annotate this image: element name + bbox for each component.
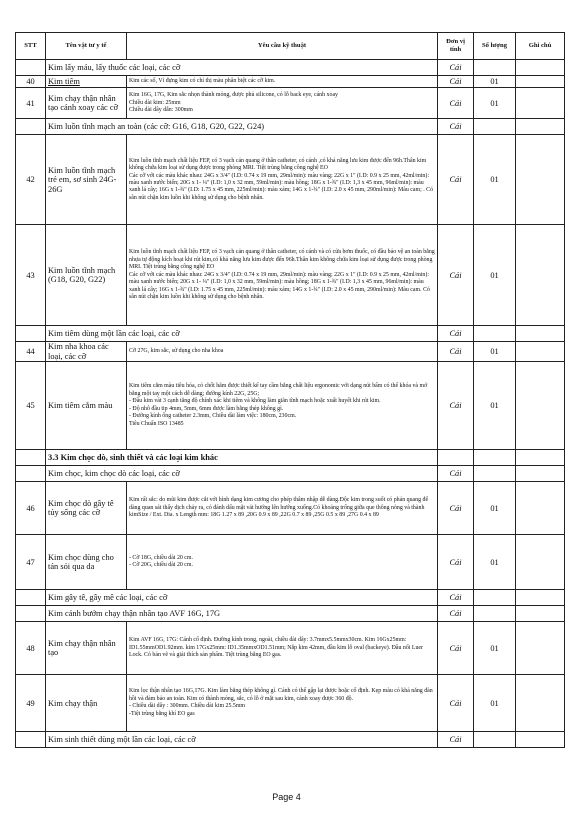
group-title: Kim lấy máu, lấy thuốc các loại, các cỡ [46,60,438,76]
note-cell [516,326,565,342]
note-cell [516,535,565,590]
note-cell [516,482,565,535]
item-name: Kim chạy thận [46,675,127,732]
unit-cell: Cái [438,225,474,326]
note-cell [516,675,565,732]
note-cell [516,362,565,450]
item-name: Kim luồn tĩnh mạch (G18, G20, G22) [46,225,127,326]
table-header-row [16,33,565,60]
requirement-line: - Cỡ 20G, chiều dài 20 cm. [129,562,193,569]
unit-cell: Cái [438,76,474,88]
stt-cell [16,60,46,76]
requirements-cell [127,622,438,675]
unit-cell: Cái [438,88,474,119]
unit-cell: Cái [438,60,474,76]
group-title: Kim sinh thiết dùng một lần các loại, các cỡ [46,732,438,748]
item-name: Kim tiêm [46,76,127,88]
stt-cell [16,450,46,466]
stt-cell [16,326,46,342]
note-cell [516,60,565,76]
requirement-line: Kim rất sắc: do mũi kim được cắt với hình dạng kim cương cho phép thâm nhập dễ dàng.Độc kim trong suốt có phản quang để dàng quan sát thấy dịch chảy ra, có đánh dấu mặt vát hướng lên hướng xuống.Có khoảng trống giữa que thông nòng và thành kimSize / Ext. Dia. x Length mm: 18G 1.27 x 89 ,20G 0.9 x 89 ,22G 0.7 x 89 ,25G 0.5 x 89 ,27G 0.4 x 89 [129,497,429,518]
table-row [16,225,565,326]
stt-cell: 40 [16,76,46,88]
note-cell [516,225,565,326]
table-row [16,135,565,225]
stt-cell [16,732,46,748]
group-title: Kim luồn tĩnh mạch an toàn (các cỡ: G16, G18, G20, G22, G24) [46,119,438,135]
requirements-cell [127,535,438,590]
table-row [16,482,565,535]
requirement-line: Kim lọc thận nhân tạo 16G,17G. Kim làm bằng thép không gỉ. Cánh có thể gập lại được hoặc cố định. Kẹp màu có khả năng đàn hồi và đảm bảo an toàn. Kim có thành mỏng, sắc, có lỗ ở mặt sau kim, cánh xoay được 360 độ. [129,688,433,702]
unit-cell: Cái [438,590,474,606]
requirement-line: - Độ nhô đầu tip 4mm, 5mm, 6mm được làm bằng thép không gỉ. [129,405,284,412]
quantity-cell: 01 [474,482,516,535]
quantity-cell: 01 [474,135,516,225]
requirement-line: Các cỡ với các màu khác nhau: 24G x 3/4" (I.D: 0.74 x 19 mm, 29ml/min): màu vàng; 22G x 1" (I.D: 0.9 x 25 mm, 42ml/min): màu xanh nước biển; 20G x 1- ¼" (I.D: 1,0 x 32 mm, 59ml/min): màu hồng; 18G x 1-¾" (I.D: 1,3 x 45 mm, 96ml/min): màu xanh lá cây; 16G x 1-¾" (I.D: 1.75 x 45 mm, 225ml/min): màu xám; 14G x 1-¾" (I.D: 2.0 x 45 mm, 290ml/min): Màu cam; . Có sẵn nút chặn kim luồn khi không sử dụng cho bệnh nhân. [129,172,434,201]
unit-cell: Cái [438,342,474,362]
stt-cell: 48 [16,622,46,675]
stt-cell: 45 [16,362,46,450]
stt-cell: 41 [16,88,46,119]
stt-cell [16,590,46,606]
quantity-cell [474,732,516,748]
supply-table [15,32,565,748]
requirements-cell [127,342,438,362]
group-title: Kim chọc, kim chọc dò các loại, các cỡ [46,466,438,482]
note-cell [516,119,565,135]
quantity-cell [474,60,516,76]
note-cell [516,135,565,225]
requirements-cell [127,675,438,732]
group-row [16,119,565,135]
requirements-cell [127,135,438,225]
table-row [16,76,565,88]
unit-cell: Cái [438,622,474,675]
requirement-line: Kim AVF 16G, 17G: Cánh cố định. Đường kính trong, ngoài, chiều dài dây: 3.7mmx5.5mmx30cm. Kim 16Gx25mm: ID1.55mmOD1.92mm. kim 17Gx25mm: ID1.35mmxOD1.51mm; Nắp kim 42mm, đầu kim lỗ oval (backeye). Đầu nối Luer Lock. Có bản vẽ và giải thích sản phẩm. Tiệt trùng bằng EO gas. [129,637,424,658]
section-row [16,450,565,466]
requirements-cell [127,482,438,535]
group-title: Kim cánh bướm chạy thận nhân tạo AVF 16G, 17G [46,606,438,622]
requirements-cell [127,88,438,119]
item-name: Kim tiêm cắm màu [46,362,127,450]
stt-cell [16,466,46,482]
requirement-line: Kim các số, Vỉ đựng kim có chỉ thị màu phân biệt các cỡ kim. [129,78,276,84]
unit-cell: Cái [438,119,474,135]
quantity-cell [474,119,516,135]
group-row [16,326,565,342]
quantity-cell: 01 [474,88,516,119]
unit-cell: Cái [438,675,474,732]
table-row [16,342,565,362]
requirement-line: Chiều dài dây dẫn: 300mm [129,107,193,114]
unit-cell: Cái [438,326,474,342]
stt-cell: 44 [16,342,46,362]
quantity-cell: 01 [474,362,516,450]
requirement-line: Chiều dài kim: 25mm [129,99,181,106]
stt-cell: 43 [16,225,46,326]
stt-cell [16,119,46,135]
quantity-cell [474,326,516,342]
requirement-line: Kim luồn tĩnh mạch chất liệu FEP, có 3 vạch cản quang ở thân catheter, có cánh và có cửa bơm thuốc, có đầu bảo vệ an toàn bằng nhựa tự động kích hoạt khi rút kim,có khả năng lưu kim được đến 96h.Thân kim không chứa kim loại sử dụng được trong phòng MRI. Tiệt trùng bằng công nghệ EO [129,249,435,271]
header-stt: STT [16,33,46,60]
unit-cell [438,450,474,466]
group-row [16,606,565,622]
requirement-line: Kim luồn tĩnh mạch chất liệu FEP, có 3 vạch cản quang ở thân catheter, có cánh ,có khả năng lưu kim được đến 96h.Thân kim không chứa kim loại sử dụng được trong phòng MRI. Tiệt trùng bằng công nghệ EO [129,157,427,172]
stt-cell: 42 [16,135,46,225]
unit-cell: Cái [438,466,474,482]
item-name: Kim chạy thận nhân tạo cánh xoay các cỡ [46,88,127,119]
quantity-cell: 01 [474,225,516,326]
requirement-line: Kim 16G, 17G, Kim sắc nhọn thành mỏng, được phủ silicone, có lỗ back eye, cánh xoay [129,92,338,99]
requirement-line: Kim tiêm cắm màu tiêu hóa, có chốt hãm được thiết kế tay cầm bằng chất liệu ergonomic với dạng nút bấm có thể khóa và mở bằng một tay một cách dễ dàng; đường kính 22G, 25G; [129,383,428,397]
quantity-cell: 01 [474,675,516,732]
requirement-line: Cỡ 27G, kim sắc, sử dụng cho nha khoa [129,348,224,355]
group-row [16,60,565,76]
note-cell [516,606,565,622]
requirement-line: - Cỡ 18G, chiều dài 20 cm. [129,554,193,561]
unit-cell: Cái [438,606,474,622]
quantity-cell [474,590,516,606]
item-name: Kim nha khoa các loại, các cỡ [46,342,127,362]
table-row [16,362,565,450]
group-row [16,732,565,748]
table-row [16,535,565,590]
quantity-cell [474,466,516,482]
requirement-line: - Chiều dài dây : 300mm. Chiều dài kim 25.5mm [129,703,246,710]
quantity-cell [474,450,516,466]
header-name: Tên vật tư y tế [46,33,127,60]
unit-cell: Cái [438,732,474,748]
requirement-line: Các cỡ với các màu khác nhau: 24G x 3/4" (I.D: 0.74 x 19 mm, 29ml/min): màu vàng; 22G x 1" (I.D: 0.9 x 25 mm, 42ml/min): màu xanh nước biển; 20G x 1- ¼" (I.D: 1,0 x 32 mm, 59ml/min): màu hồng; 18G x 1-¾" (I.D: 1,3 x 45 mm, 96ml/min): màu xanh lá cây; 16G x 1-¾" (I.D: 1.75 x 45 mm, 225ml/min): màu xám; 14G x 1-¾" (I.D: 2.0 x 45 mm, 290ml/min): Màu cam. Có sẵn nút chặn kim luồn khi không sử dụng cho bệnh nhân. [129,271,430,301]
quantity-cell: 01 [474,622,516,675]
item-name: Kim chọc dùng cho tán sỏi qua da [46,535,127,590]
quantity-cell: 01 [474,535,516,590]
stt-cell [16,606,46,622]
requirement-line: -Tiệt trùng bằng khí EO gas [129,710,195,717]
requirements-cell [127,76,438,88]
unit-cell: Cái [438,482,474,535]
section-title: 3.3 Kim chọc dò, sinh thiết và các loại kim khác [46,450,438,466]
group-row [16,590,565,606]
page-number: Page 4 [272,792,301,802]
quantity-cell [474,606,516,622]
header-quantity: Số lượng [474,33,516,60]
unit-cell: Cái [438,135,474,225]
table-row [16,622,565,675]
note-cell [516,466,565,482]
quantity-cell: 01 [474,76,516,88]
unit-cell: Cái [438,535,474,590]
header-requirements: Yêu cầu kỹ thuật [127,33,438,60]
header-unit: Đơn vị tính [438,33,474,60]
requirements-cell [127,225,438,326]
table-body [16,60,565,748]
requirement-line: Tiêu Chuẩn ISO 13485 [129,420,184,427]
header-note: Ghi chú [516,33,565,60]
stt-cell: 49 [16,675,46,732]
unit-cell: Cái [438,362,474,450]
stt-cell: 46 [16,482,46,535]
note-cell [516,732,565,748]
note-cell [516,590,565,606]
requirements-cell [127,362,438,450]
requirement-line: - Đường kính ống catheter 2.3mm, Chiều dài làm việc: 180cm, 230cm. [129,413,297,420]
note-cell [516,76,565,88]
note-cell [516,450,565,466]
item-name: Kim chạy thận nhân tạo [46,622,127,675]
item-name: Kim chọc dò gây tê tủy sống các cỡ [46,482,127,535]
note-cell [516,342,565,362]
table-row [16,88,565,119]
requirement-line: - Đầu kim vát 3 cạnh tăng độ chính xác khi tiêm và không làm giãn tĩnh mạch hoặc xuất huyết khi rút kim. [129,398,381,405]
item-name: Kim luồn tĩnh mạch trẻ em, sơ sinh 24G-26G [46,135,127,225]
note-cell [516,622,565,675]
quantity-cell: 01 [474,342,516,362]
stt-cell: 47 [16,535,46,590]
group-title: Kim gây tê, gây mê các loại, các cỡ [46,590,438,606]
document-sheet [15,32,564,748]
table-row [16,675,565,732]
group-title: Kim tiêm dùng một lần các loại, các cỡ [46,326,438,342]
note-cell [516,88,565,119]
group-row [16,466,565,482]
